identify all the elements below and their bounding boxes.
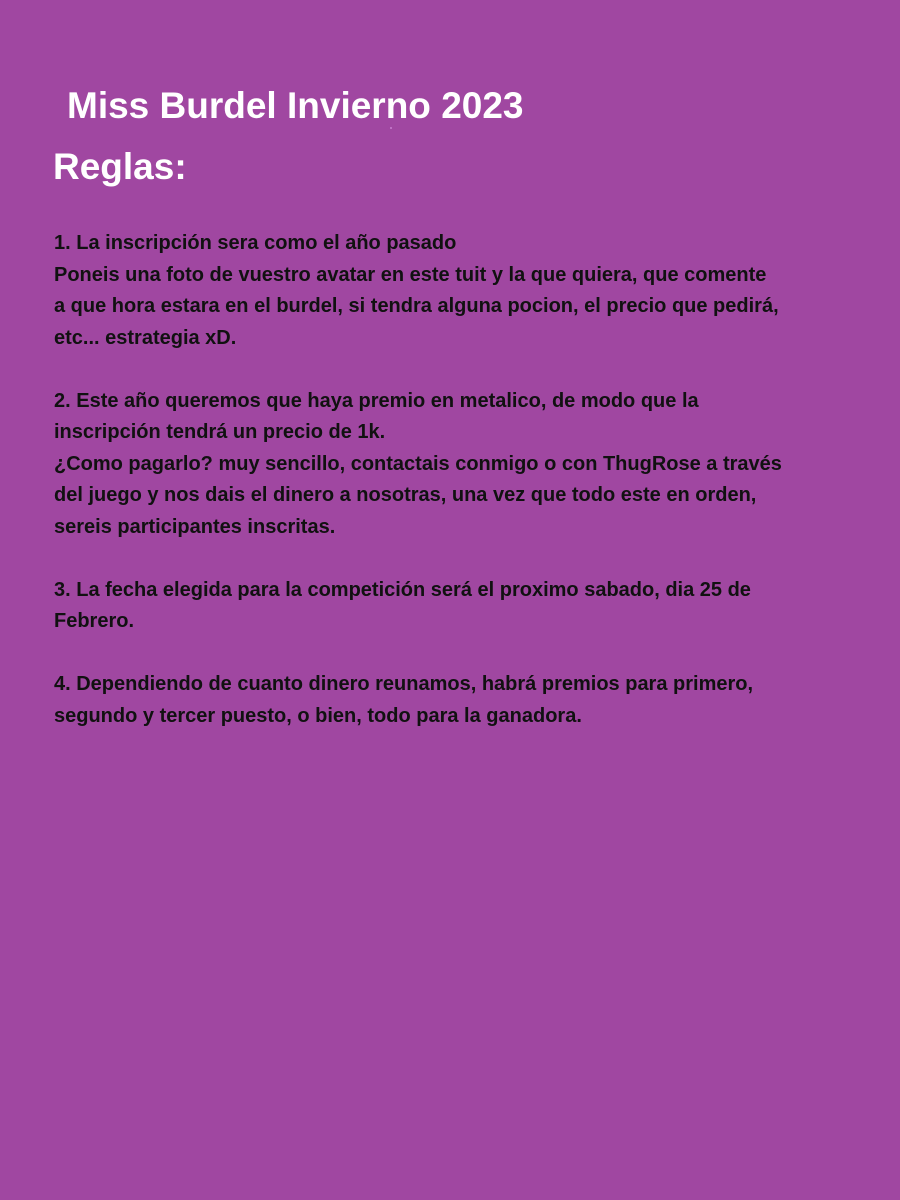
rule-line: inscripción tendrá un precio de 1k. [54,421,386,443]
rules-heading: Reglas: [53,146,187,187]
rule-item [54,669,896,732]
page-title: Miss Burdel Invierno 2023 [67,85,524,126]
rule-line: segundo y tercer puesto, o bien, todo para la ganadora. [54,704,582,727]
rule-line: Febrero. [54,610,135,632]
rule-item [54,575,896,638]
rule-line: Poneis una foto de vuestro avatar en este tuit y la que quiera, que comente [54,263,767,286]
rule-item [54,386,896,544]
rule-line: 2. Este año queremos que haya premio en metalico, de modo que la [54,389,699,412]
rule-line: etc... estrategia xD. [54,326,237,349]
decorative-dot [390,127,392,129]
rule-item [54,228,896,354]
rule-line: 4. Dependiendo de cuanto dinero reunamos, habrá premios para primero, [54,673,754,695]
rule-line: a que hora estara en el burdel, si tendra alguna pocion, el precio que pedirá, [54,295,779,317]
rule-line: del juego y nos dais el dinero a nosotras, una vez que todo este en orden, [54,484,757,506]
rule-line: 3. La fecha elegida para la competición será el proximo sabado, dia 25 de [54,578,751,601]
rules-list [54,228,896,764]
rule-line: 1. La inscripción sera como el año pasado [54,232,457,254]
rule-line: ¿Como pagarlo? muy sencillo, contactais conmigo o con ThugRose a través [54,452,782,475]
rule-line: sereis participantes inscritas. [54,515,336,538]
